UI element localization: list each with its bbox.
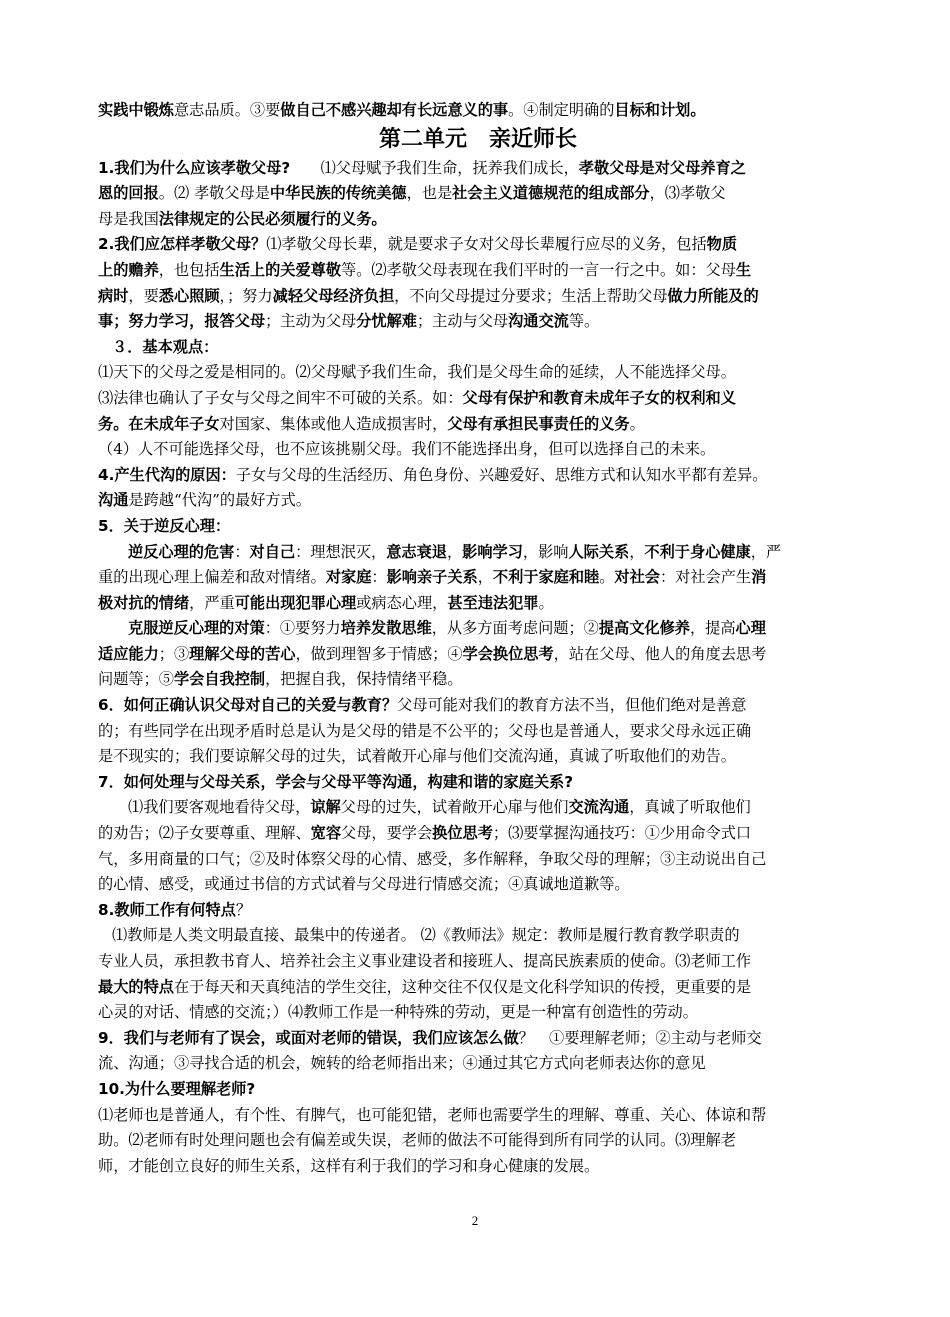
bold-text-run: 生活上的关爱尊敬 xyxy=(219,260,341,279)
text-run: 母是我国 xyxy=(98,209,159,228)
text-line xyxy=(98,98,858,124)
text-run: ？ ①要理解老师；②主动与老师交 xyxy=(518,1028,762,1047)
bold-text-run: 父母有承担民事责任的义务 xyxy=(447,414,630,433)
bold-text-run: 交流沟通 xyxy=(568,798,630,817)
bold-text-run: 分忧解难 xyxy=(356,312,417,331)
text-run: ，也是 xyxy=(406,184,453,203)
text-run: 子女与父母的生活经历、角色身份、兴趣爱好、思维方式和认知水平都有差异。 xyxy=(235,465,768,484)
page-title: 第二单元 亲近师长 xyxy=(378,126,577,152)
bold-text-run: 对自己 xyxy=(249,542,296,561)
text-line xyxy=(98,591,858,617)
text-run: ：①要努力 xyxy=(264,619,341,638)
text-run: 父母，要学会 xyxy=(341,824,433,843)
text-run: 。 xyxy=(629,414,645,433)
text-run: ， xyxy=(446,542,463,561)
bold-text-run: 谅解 xyxy=(310,798,341,817)
bold-text-run: 事；努力学习，报答父母 xyxy=(98,312,266,331)
text-line xyxy=(98,821,858,847)
text-line xyxy=(98,540,858,566)
text-line xyxy=(98,744,858,770)
text-line xyxy=(98,181,858,207)
bold-text-run: 最大的特点 xyxy=(98,977,174,996)
text-run: 在于每天和天真纯洁的学生交往，这种交往不仅仅是文化科学知识的传授，更重要的是 xyxy=(173,977,752,996)
text-line xyxy=(98,1077,858,1103)
text-run: 。 xyxy=(538,593,554,612)
bold-text-run: 孝敬父母是对父母养育之 xyxy=(578,158,746,177)
bold-text-run: 物质 xyxy=(706,235,738,254)
text-run: ， xyxy=(477,568,493,587)
text-run: ，要 xyxy=(128,286,159,305)
text-run: 的心情、感受，或通过书信的方式试着与父母进行情感交流；④真诚地道歉等。 xyxy=(98,875,630,894)
text-run: ： xyxy=(234,542,250,561)
bold-text-run: 做力所能及的 xyxy=(667,286,759,305)
bold-text-run: 对家庭 xyxy=(325,568,372,587)
text-run: 心灵的对话、情感的交流；）⑷教师工作是一种特殊的劳动，更是一种富有创造性的劳动。 xyxy=(98,1003,698,1022)
text-line xyxy=(98,1026,858,1052)
text-run: ⑴天下的父母之爱是相同的。⑵父母赋予我们生命，我们是父母生命的延续，人不能选择父母。 xyxy=(98,363,736,382)
document-page xyxy=(98,98,858,1179)
text-line xyxy=(98,386,858,412)
bold-text-run: 换位思考 xyxy=(432,824,493,843)
text-run: ： xyxy=(371,568,387,587)
text-line xyxy=(98,514,858,540)
text-line xyxy=(98,258,858,284)
text-line xyxy=(98,437,858,463)
bold-text-run: 4.产生代沟的原因： xyxy=(98,465,236,484)
bold-text-run: 提高文化修养 xyxy=(598,619,690,638)
text-line xyxy=(98,949,858,975)
text-run: 流、沟通；③寻找合适的机会，婉转的给老师指出来；④通过其它方式向老师表达你的意见 xyxy=(98,1054,706,1073)
text-run: ，不向父母提过分要求；生活上帮助父母 xyxy=(394,286,668,305)
bold-text-run: 1.我们为什么应该孝敬父母? xyxy=(98,158,291,177)
text-run: ：对社会产生 xyxy=(659,568,752,587)
bold-text-run: 逆反心理的危害 xyxy=(128,542,235,561)
text-run: 助。⑵老师有时处理问题也会有偏差或失误，老师的做法不可能得到所有同学的认同。⑶理解老 xyxy=(98,1131,736,1150)
text-run: 对国家、集体或他人造成损害时， xyxy=(219,414,448,433)
text-run: ，做到理智多于情感；④ xyxy=(295,644,463,663)
bold-text-run: 6．如何正确认识父母对自己的关爱与教育？ xyxy=(98,696,398,715)
text-line xyxy=(98,795,858,821)
text-run: 或病态心理， xyxy=(356,593,448,612)
bold-text-run: 实践中锻炼 xyxy=(98,101,174,119)
text-run: 问题等；⑤ xyxy=(98,670,174,689)
page-number: 2 xyxy=(471,1213,479,1228)
text-run: ⑶法律也确认了子女与父母之间牢不可破的关系。如： xyxy=(98,388,463,407)
text-run: ⑴教师是人类文明最直接、最集中的传递者。 ⑵《教师法》规定：教师是履行教育教学职责的 xyxy=(112,926,740,945)
bold-text-run: 不利于身心健康 xyxy=(644,542,751,561)
text-line xyxy=(98,232,858,258)
text-run: ⑴父母赋予我们生命，抚养我们成长， xyxy=(290,158,579,177)
bold-text-run: 宽容 xyxy=(310,824,341,843)
text-line xyxy=(98,463,858,489)
text-run: 师，才能创立良好的师生关系，这样有利于我们的学习和身心健康的发展。 xyxy=(98,1156,600,1175)
text-line xyxy=(98,1000,858,1026)
bold-text-run: 7．如何处理与父母关系，学会与父母平等沟通，构建和谐的家庭关系? xyxy=(98,772,574,791)
text-line xyxy=(98,770,858,796)
text-line xyxy=(98,1128,858,1154)
bold-text-run: 社会主义道德规范的组成部分 xyxy=(452,184,650,203)
bold-text-run: 克服逆反心理的对策 xyxy=(128,619,265,638)
bold-text-run: 5．关于逆反心理： xyxy=(98,516,231,535)
bold-text-run: 9．我们与老师有了误会，或面对老师的错误，我们应该怎么做 xyxy=(98,1028,519,1047)
bold-text-run: 可能出现犯罪心理 xyxy=(234,593,357,612)
text-line xyxy=(98,565,858,591)
bold-text-run: 不利于家庭和睦 xyxy=(492,568,600,587)
text-line xyxy=(98,207,858,233)
text-line xyxy=(98,847,858,873)
text-run: ，影响 xyxy=(522,542,569,561)
bold-text-run: 人际关系 xyxy=(568,542,630,561)
bold-text-run: 影响亲子关系 xyxy=(386,568,478,587)
text-run: ，也包括 xyxy=(158,260,220,279)
bold-text-run: 10.为什么要理解老师? xyxy=(98,1079,256,1098)
text-run: ，；努力 xyxy=(219,286,273,305)
text-line xyxy=(98,693,858,719)
text-run: ；⑶要掌握沟通技巧：①少用命令式口 xyxy=(492,824,752,843)
text-run: ，把握自我，保持情绪平稳。 xyxy=(265,670,463,689)
bold-text-run: 做自己不感兴趣却有长远意义的事 xyxy=(280,101,509,119)
text-line xyxy=(98,872,858,898)
text-line xyxy=(98,616,858,642)
text-run: ，⑶孝敬父 xyxy=(649,184,726,203)
text-line xyxy=(98,412,858,438)
text-run: 。⑵ 孝敬父母是 xyxy=(158,184,270,203)
text-line xyxy=(98,488,858,514)
text-run: ， xyxy=(629,542,645,561)
bold-text-run: 目标和计划。 xyxy=(614,101,706,119)
text-run: 等。 xyxy=(568,312,600,331)
bold-text-run: 父母有保护和教育未成年子女的权利和义 xyxy=(462,388,736,407)
text-line xyxy=(98,1154,858,1180)
bold-text-run: 沟通 xyxy=(98,491,129,510)
bold-text-run: 减轻父母经济负担 xyxy=(272,286,395,305)
bold-text-run: 培养发散思维 xyxy=(340,619,432,638)
text-run: ；主动为父母 xyxy=(265,312,357,331)
text-line xyxy=(98,284,858,310)
bold-text-run: 影响学习 xyxy=(462,542,523,561)
text-run: 。 xyxy=(599,568,615,587)
text-line xyxy=(98,1051,858,1077)
text-run: （4）人不可能选择父母，也不应该挑剔父母。我们不能选择出身，但可以选择自己的未来。 xyxy=(98,440,716,459)
bold-text-run: 消 xyxy=(751,568,767,587)
text-line xyxy=(98,923,858,949)
text-run: ；主动与父母 xyxy=(416,312,509,331)
bold-text-run: 务。在未成年子女 xyxy=(98,414,220,433)
bold-text-run: 病时 xyxy=(98,286,129,305)
text-run: ⑴孝敬父母长辈，就是要求子女对父母长辈履行应尽的义务，包括 xyxy=(266,235,707,254)
bold-text-run: 恩的回报 xyxy=(98,184,159,203)
text-run: ，严重 xyxy=(189,593,235,612)
bold-text-run: ３．基本观点： xyxy=(112,337,219,356)
bold-text-run: 甚至违法犯罪 xyxy=(447,593,539,612)
text-run: ，从多方面考虑问题；② xyxy=(431,619,599,638)
text-run: ：理想泯灭， xyxy=(295,542,387,561)
bold-text-run: 上的赡养 xyxy=(98,260,159,279)
bold-text-run: 8.教师工作有何特点 xyxy=(98,900,236,919)
bold-text-run: 心理 xyxy=(735,619,766,638)
text-run: ？ xyxy=(235,900,252,919)
text-run: ⑴我们要客观地看待父母， xyxy=(128,798,311,817)
text-run: 意志品质。③要 xyxy=(173,101,281,119)
text-run: 气，多用商量的口气；②及时体察父母的心情、感受，多作解释，争取父母的理解；③主动说出自己 xyxy=(98,849,767,868)
text-line xyxy=(98,642,858,668)
text-run: ；③ xyxy=(158,644,190,663)
text-line xyxy=(98,309,858,335)
bold-text-run: 悉心照顾 xyxy=(158,286,220,305)
text-run: 父母可能对我们的教育方法不当，但他们绝对是善意 xyxy=(397,696,747,715)
bold-text-run: 适应能力 xyxy=(98,644,159,663)
text-run: ，站在父母、他人的角度去思考 xyxy=(553,644,767,663)
text-run: 的；有些同学在出现矛盾时总是认为是父母的错是不公平的；父母也是普通人，要求父母永远正确 xyxy=(98,721,752,740)
bold-text-run: 学会自我控制 xyxy=(173,670,266,689)
bold-text-run: 法律规定的公民必须履行的义务。 xyxy=(158,209,387,228)
text-line xyxy=(98,719,858,745)
text-line xyxy=(98,1103,858,1129)
text-line xyxy=(98,667,858,693)
text-run: 是跨越“代沟”的最好方式。 xyxy=(128,491,311,510)
bold-text-run: 学会换位思考 xyxy=(462,644,554,663)
bold-text-run: 对社会 xyxy=(614,568,660,587)
text-line xyxy=(98,975,858,1001)
bold-text-run: 中华民族的传统美德 xyxy=(269,184,407,203)
text-line xyxy=(98,335,858,361)
text-run: 父母的过失，试着敞开心扉与他们 xyxy=(340,798,569,817)
text-run: 的劝告；⑵子女要尊重、理解、 xyxy=(98,824,311,843)
bold-text-run: 2.我们应怎样孝敬父母？ xyxy=(98,235,267,254)
text-line xyxy=(98,898,858,924)
text-run: 重的出现心理上偏差和敌对情绪。 xyxy=(98,568,326,587)
bold-text-run: 沟通交流 xyxy=(508,312,569,331)
text-run: ⑴老师也是普通人，有个性、有脾气，也可能犯错，老师也需要学生的理解、尊重、关心、体谅和帮 xyxy=(98,1105,767,1124)
text-run: ，严 xyxy=(750,542,782,561)
text-run: 是不现实的；我们要谅解父母的过失，试着敞开心扉与他们交流沟通，真诚了听取他们的劝告。 xyxy=(98,747,736,766)
text-line xyxy=(98,360,858,386)
text-run: ，真诚了听取他们 xyxy=(629,798,751,817)
bold-text-run: 极对抗的情绪 xyxy=(98,593,190,612)
text-run: 等。⑵孝敬父母表现在我们平时的一言一行之中。如：父母 xyxy=(341,260,736,279)
text-run: ，提高 xyxy=(689,619,736,638)
bold-text-run: 意志衰退 xyxy=(386,542,447,561)
bold-text-run: 理解父母的苦心 xyxy=(189,644,296,663)
text-line xyxy=(98,156,858,182)
text-run: 专业人员，承担教书育人、培养社会主义事业建设者和接班人、提高民族素质的使命。⑶老师工作 xyxy=(98,952,752,970)
text-run: 。④制定明确的 xyxy=(508,101,615,119)
bold-text-run: 生 xyxy=(735,260,752,279)
